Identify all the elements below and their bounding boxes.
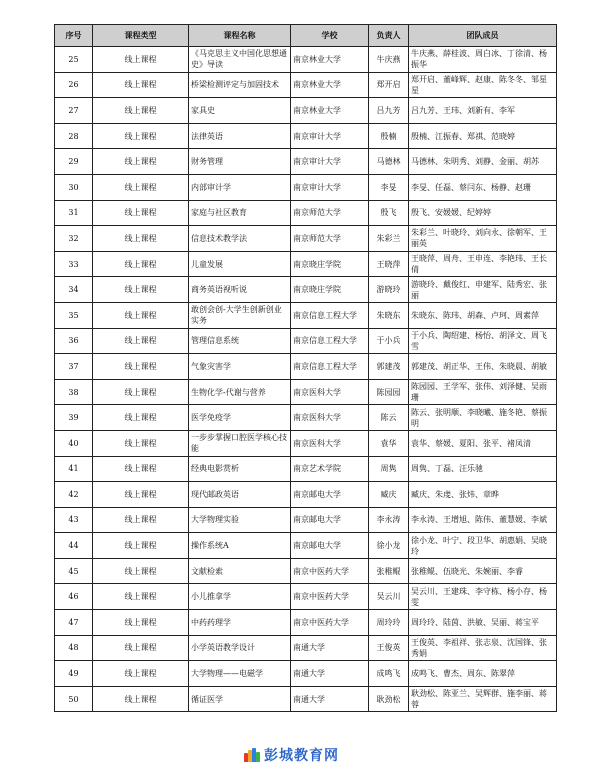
- cell-team: 殷楠、江振春、郑祺、范晓婷: [409, 123, 557, 149]
- cell-course-name: 一步步掌握口腔医学核心技能: [189, 430, 291, 456]
- cell-course-name: 文献检索: [189, 558, 291, 584]
- cell-number: 44: [55, 533, 93, 559]
- cell-school: 南京林业大学: [291, 98, 369, 124]
- cell-course-type: 线上课程: [93, 661, 189, 687]
- cell-course-name: 信息技术教学法: [189, 226, 291, 252]
- table-row: [55, 610, 557, 636]
- cell-team: 朱彩兰、叶晓玲、刘向永、徐朝军、王丽英: [409, 226, 557, 252]
- cell-school: 南京邮电大学: [291, 533, 369, 559]
- cell-school: 南京信息工程大学: [291, 328, 369, 354]
- cell-school: 南通大学: [291, 686, 369, 712]
- table-row: [55, 302, 557, 328]
- cell-lead: 周玲玲: [369, 610, 409, 636]
- cell-team: 臧庆、朱虔、张炜、章晔: [409, 482, 557, 508]
- cell-course-type: 线上课程: [93, 507, 189, 533]
- cell-course-type: 线上课程: [93, 430, 189, 456]
- cell-school: 南京审计大学: [291, 149, 369, 175]
- cell-team: 周隽、丁磊、汪乐驰: [409, 456, 557, 482]
- cell-lead: 朱彩兰: [369, 226, 409, 252]
- cell-school: 南京林业大学: [291, 47, 369, 73]
- cell-school: 南京晓庄学院: [291, 251, 369, 277]
- cell-lead: 臧庆: [369, 482, 409, 508]
- cell-team: 耿劲松、陈亚兰、吴辉群、施李丽、蒋蓉: [409, 686, 557, 712]
- cell-lead: 牛庆燕: [369, 47, 409, 73]
- cell-course-type: 线上课程: [93, 226, 189, 252]
- cell-school: 南京师范大学: [291, 226, 369, 252]
- cell-course-type: 线上课程: [93, 558, 189, 584]
- cell-number: 31: [55, 200, 93, 226]
- cell-course-name: 循证医学: [189, 686, 291, 712]
- cell-course-type: 线上课程: [93, 123, 189, 149]
- table-row: [55, 123, 557, 149]
- table-row: [55, 661, 557, 687]
- cell-course-name: 管理信息系统: [189, 328, 291, 354]
- cell-school: 南京邮电大学: [291, 507, 369, 533]
- table-row: [55, 533, 557, 559]
- cell-school: 南京邮电大学: [291, 482, 369, 508]
- cell-course-name: 儿童发展: [189, 251, 291, 277]
- cell-lead: 吕九芳: [369, 98, 409, 124]
- cell-number: 38: [55, 379, 93, 405]
- cell-number: 40: [55, 430, 93, 456]
- cell-lead: 殷飞: [369, 200, 409, 226]
- cell-team: 袁华、蔡媛、夏阳、张平、褚凤清: [409, 430, 557, 456]
- cell-school: 南京信息工程大学: [291, 354, 369, 380]
- cell-school: 南京医科大学: [291, 405, 369, 431]
- cell-course-name: 大学物理——电磁学: [189, 661, 291, 687]
- cell-course-type: 线上课程: [93, 149, 189, 175]
- table-row: [55, 507, 557, 533]
- cell-course-type: 线上课程: [93, 200, 189, 226]
- cell-number: 30: [55, 174, 93, 200]
- cell-course-name: 《马克思主义中国化思想通史》导读: [189, 47, 291, 73]
- cell-number: 48: [55, 635, 93, 661]
- cell-lead: 王俊英: [369, 635, 409, 661]
- table-row: [55, 251, 557, 277]
- cell-school: 南京信息工程大学: [291, 302, 369, 328]
- table-row: [55, 405, 557, 431]
- cell-number: 28: [55, 123, 93, 149]
- cell-team: 郑开启、董峰辉、赵康、陈冬冬、邹星星: [409, 72, 557, 98]
- cell-team: 陈云、张明顺、李晓曦、施冬艳、蔡振明: [409, 405, 557, 431]
- cell-number: 39: [55, 405, 93, 431]
- cell-lead: 郑开启: [369, 72, 409, 98]
- cell-course-type: 线上课程: [93, 635, 189, 661]
- header-type: 课程类型: [93, 25, 189, 47]
- cell-lead: 耿劲松: [369, 686, 409, 712]
- cell-lead: 徐小龙: [369, 533, 409, 559]
- header-name: 课程名称: [189, 25, 291, 47]
- cell-course-name: 小学英语教学设计: [189, 635, 291, 661]
- watermark-text: 彭城教育网: [264, 748, 339, 764]
- cell-course-name: 小儿推拿学: [189, 584, 291, 610]
- cell-lead: 殷楠: [369, 123, 409, 149]
- watermark: [244, 746, 339, 764]
- table-row: [55, 456, 557, 482]
- cell-number: 25: [55, 47, 93, 73]
- cell-course-type: 线上课程: [93, 379, 189, 405]
- cell-number: 32: [55, 226, 93, 252]
- cell-course-type: 线上课程: [93, 456, 189, 482]
- cell-school: 南京中医药大学: [291, 610, 369, 636]
- cell-lead: 游晓玲: [369, 277, 409, 303]
- cell-course-name: 中药药理学: [189, 610, 291, 636]
- cell-course-name: 大学物理实验: [189, 507, 291, 533]
- cell-team: 成鸣飞、曹杰、周东、陈翠萍: [409, 661, 557, 687]
- cell-school: 南京艺术学院: [291, 456, 369, 482]
- table-row: [55, 686, 557, 712]
- cell-number: 35: [55, 302, 93, 328]
- cell-lead: 陈云: [369, 405, 409, 431]
- cell-number: 43: [55, 507, 93, 533]
- cell-course-name: 气象灾害学: [189, 354, 291, 380]
- cell-course-name: 桥梁检测评定与加固技术: [189, 72, 291, 98]
- cell-school: 南通大学: [291, 635, 369, 661]
- cell-course-name: 法律英语: [189, 123, 291, 149]
- cell-team: 游晓玲、戴俊红、申建军、陆秀宏、张丽: [409, 277, 557, 303]
- table-row: [55, 379, 557, 405]
- cell-number: 29: [55, 149, 93, 175]
- cell-course-name: 操作系统A: [189, 533, 291, 559]
- cell-course-type: 线上课程: [93, 533, 189, 559]
- cell-number: 26: [55, 72, 93, 98]
- cell-course-type: 线上课程: [93, 277, 189, 303]
- cell-lead: 周隽: [369, 456, 409, 482]
- cell-course-name: 内部审计学: [189, 174, 291, 200]
- cell-course-type: 线上课程: [93, 405, 189, 431]
- table-row: [55, 482, 557, 508]
- cell-course-name: 财务管理: [189, 149, 291, 175]
- header-no: 序号: [55, 25, 93, 47]
- cell-course-type: 线上课程: [93, 302, 189, 328]
- cell-number: 37: [55, 354, 93, 380]
- table-row: [55, 174, 557, 200]
- cell-course-name: 商务英语视听说: [189, 277, 291, 303]
- table-row: [55, 277, 557, 303]
- cell-number: 47: [55, 610, 93, 636]
- cell-team: 郭建茂、胡正华、王伟、朱晓晨、胡敏: [409, 354, 557, 380]
- cell-number: 36: [55, 328, 93, 354]
- cell-team: 徐小龙、叶宁、段卫华、胡惠娟、吴晓玲: [409, 533, 557, 559]
- cell-school: 南通大学: [291, 661, 369, 687]
- cell-course-type: 线上课程: [93, 98, 189, 124]
- cell-course-type: 线上课程: [93, 354, 189, 380]
- cell-course-type: 线上课程: [93, 251, 189, 277]
- header-school: 学校: [291, 25, 369, 47]
- cell-lead: 朱晓东: [369, 302, 409, 328]
- cell-number: 27: [55, 98, 93, 124]
- cell-team: 李旻、任磊、蔡闫东、杨静、赵珊: [409, 174, 557, 200]
- cell-team: 王晓萍、周舟、王申连、李艳玮、王长倩: [409, 251, 557, 277]
- cell-number: 42: [55, 482, 93, 508]
- cell-team: 周玲玲、陆茵、洪敏、吴丽、蒋宝平: [409, 610, 557, 636]
- cell-course-type: 线上课程: [93, 686, 189, 712]
- cell-course-name: 经典电影赏析: [189, 456, 291, 482]
- cell-course-name: 现代邮政英语: [189, 482, 291, 508]
- cell-course-type: 线上课程: [93, 174, 189, 200]
- cell-team: 马德林、朱明秀、刘静、金丽、胡苏: [409, 149, 557, 175]
- cell-lead: 郭建茂: [369, 354, 409, 380]
- cell-team: 吕九芳、王玮、刘新有、李军: [409, 98, 557, 124]
- cell-school: 南京医科大学: [291, 430, 369, 456]
- table-row: [55, 200, 557, 226]
- cell-team: 殷飞、安媛媛、纪婷婷: [409, 200, 557, 226]
- table-row: [55, 226, 557, 252]
- cell-lead: 马德林: [369, 149, 409, 175]
- course-table: [54, 24, 557, 712]
- cell-number: 46: [55, 584, 93, 610]
- cell-lead: 王晓萍: [369, 251, 409, 277]
- header-team: 团队成员: [409, 25, 557, 47]
- cell-team: 李永涛、王增旭、陈伟、董慧媛、李斌: [409, 507, 557, 533]
- table-body: [55, 47, 557, 712]
- cell-school: 南京医科大学: [291, 379, 369, 405]
- table-row: [55, 635, 557, 661]
- cell-course-type: 线上课程: [93, 610, 189, 636]
- table-row: [55, 354, 557, 380]
- table-row: [55, 149, 557, 175]
- cell-course-type: 线上课程: [93, 72, 189, 98]
- table-row: [55, 558, 557, 584]
- table-header-row: [55, 25, 557, 47]
- course-list-sheet: [54, 24, 556, 712]
- cell-course-name: 敢创会创-大学生创新创业实务: [189, 302, 291, 328]
- cell-lead: 李旻: [369, 174, 409, 200]
- cell-team: 吴云川、王建珠、李守栋、杨小存、杨雯: [409, 584, 557, 610]
- books-logo-icon: [244, 748, 260, 762]
- cell-team: 于小兵、陶绍建、杨怡、胡泽文、周飞雪: [409, 328, 557, 354]
- cell-course-name: 生物化学-代谢与营养: [189, 379, 291, 405]
- cell-course-name: 家庭与社区教育: [189, 200, 291, 226]
- cell-team: 王俊英、李祖祥、张志泉、沈国锋、张秀娟: [409, 635, 557, 661]
- table-row: [55, 98, 557, 124]
- cell-school: 南京晓庄学院: [291, 277, 369, 303]
- cell-course-type: 线上课程: [93, 328, 189, 354]
- cell-course-name: 医学免疫学: [189, 405, 291, 431]
- table-row: [55, 47, 557, 73]
- cell-team: 朱晓东、陈玮、胡森、卢珂、周素萍: [409, 302, 557, 328]
- cell-number: 33: [55, 251, 93, 277]
- cell-course-type: 线上课程: [93, 482, 189, 508]
- cell-lead: 张稚鲲: [369, 558, 409, 584]
- cell-team: 牛庆燕、薛桂波、周白冰、丁徐清、杨振华: [409, 47, 557, 73]
- cell-school: 南京中医药大学: [291, 558, 369, 584]
- cell-lead: 袁华: [369, 430, 409, 456]
- header-lead: 负责人: [369, 25, 409, 47]
- cell-school: 南京审计大学: [291, 174, 369, 200]
- table-row: [55, 72, 557, 98]
- cell-lead: 成鸣飞: [369, 661, 409, 687]
- cell-course-type: 线上课程: [93, 584, 189, 610]
- cell-school: 南京审计大学: [291, 123, 369, 149]
- cell-number: 41: [55, 456, 93, 482]
- cell-number: 49: [55, 661, 93, 687]
- table-row: [55, 328, 557, 354]
- cell-number: 34: [55, 277, 93, 303]
- cell-school: 南京林业大学: [291, 72, 369, 98]
- cell-lead: 李永涛: [369, 507, 409, 533]
- cell-number: 45: [55, 558, 93, 584]
- cell-school: 南京师范大学: [291, 200, 369, 226]
- cell-lead: 于小兵: [369, 328, 409, 354]
- cell-school: 南京中医药大学: [291, 584, 369, 610]
- cell-number: 50: [55, 686, 93, 712]
- table-row: [55, 584, 557, 610]
- cell-course-type: 线上课程: [93, 47, 189, 73]
- cell-team: 陈园园、王学军、张伟、刘泽健、吴雨珊: [409, 379, 557, 405]
- cell-lead: 陈园园: [369, 379, 409, 405]
- cell-lead: 吴云川: [369, 584, 409, 610]
- cell-team: 张稚鲲、伍晓光、朱婉丽、李睿: [409, 558, 557, 584]
- cell-course-name: 家具史: [189, 98, 291, 124]
- table-row: [55, 430, 557, 456]
